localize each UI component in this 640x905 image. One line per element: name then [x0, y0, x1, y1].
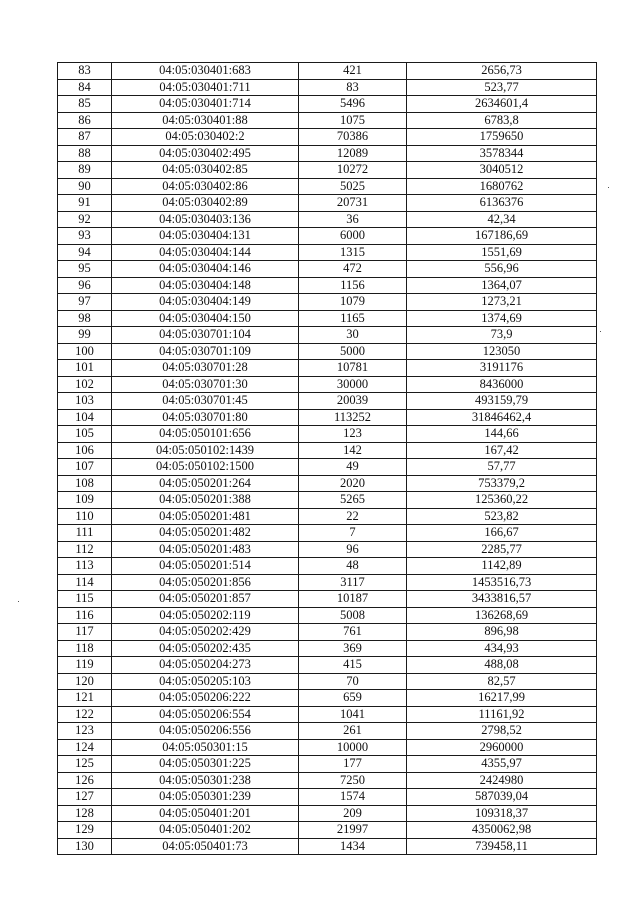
area-cell: 2020 [299, 475, 407, 492]
cadastral-value-cell: 167186,69 [407, 228, 597, 245]
cadastral-number-cell: 04:05:050206:554 [112, 706, 299, 723]
cadastral-number-cell: 04:05:050201:481 [112, 508, 299, 525]
cadastral-number-cell: 04:05:050201:857 [112, 591, 299, 608]
area-cell: 1156 [299, 277, 407, 294]
cadastral-number-cell: 04:05:030401:683 [112, 63, 299, 80]
cadastral-number-cell: 04:05:030404:148 [112, 277, 299, 294]
area-cell: 369 [299, 640, 407, 657]
cadastral-number-cell: 04:05:050202:119 [112, 607, 299, 624]
row-number-cell: 86 [58, 112, 112, 129]
row-number-cell: 100 [58, 343, 112, 360]
cadastral-number-cell: 04:05:050401:202 [112, 822, 299, 839]
cadastral-value-cell: 16217,99 [407, 690, 597, 707]
table-row [58, 657, 597, 674]
table-row [58, 673, 597, 690]
cadastral-value-cell: 1364,07 [407, 277, 597, 294]
row-number-cell: 129 [58, 822, 112, 839]
cadastral-number-cell: 04:05:050202:435 [112, 640, 299, 657]
cadastral-value-cell: 57,77 [407, 459, 597, 476]
table-row [58, 508, 597, 525]
cadastral-number-cell: 04:05:050201:482 [112, 525, 299, 542]
area-cell: 5265 [299, 492, 407, 509]
row-number-cell: 103 [58, 393, 112, 410]
area-cell: 209 [299, 805, 407, 822]
cadastral-value-cell: 493159,79 [407, 393, 597, 410]
cadastral-number-cell: 04:05:030403:136 [112, 211, 299, 228]
scan-speck [608, 187, 609, 188]
table-row [58, 409, 597, 426]
area-cell: 36 [299, 211, 407, 228]
area-cell: 30 [299, 327, 407, 344]
area-cell: 177 [299, 756, 407, 773]
cadastral-number-cell: 04:05:050201:483 [112, 541, 299, 558]
table-row [58, 178, 597, 195]
cadastral-value-table [57, 62, 597, 855]
cadastral-value-cell: 11161,92 [407, 706, 597, 723]
table-row [58, 475, 597, 492]
cadastral-value-cell: 896,98 [407, 624, 597, 641]
table-row [58, 244, 597, 261]
area-cell: 142 [299, 442, 407, 459]
area-cell: 30000 [299, 376, 407, 393]
cadastral-value-cell: 31846462,4 [407, 409, 597, 426]
cadastral-number-cell: 04:05:050206:222 [112, 690, 299, 707]
scan-speck [18, 601, 19, 602]
cadastral-value-cell: 523,77 [407, 79, 597, 96]
cadastral-number-cell: 04:05:050201:856 [112, 574, 299, 591]
row-number-cell: 114 [58, 574, 112, 591]
table-row [58, 690, 597, 707]
cadastral-value-cell: 3578344 [407, 145, 597, 162]
table-row [58, 343, 597, 360]
area-cell: 21997 [299, 822, 407, 839]
row-number-cell: 91 [58, 195, 112, 212]
cadastral-value-cell: 1142,89 [407, 558, 597, 575]
area-cell: 3117 [299, 574, 407, 591]
cadastral-value-cell: 739458,11 [407, 838, 597, 855]
table-row [58, 706, 597, 723]
cadastral-value-cell: 144,66 [407, 426, 597, 443]
cadastral-value-cell: 2798,52 [407, 723, 597, 740]
cadastral-number-cell: 04:05:030701:109 [112, 343, 299, 360]
row-number-cell: 122 [58, 706, 112, 723]
cadastral-number-cell: 04:05:030404:149 [112, 294, 299, 311]
cadastral-number-cell: 04:05:050301:225 [112, 756, 299, 773]
table-row [58, 640, 597, 657]
row-number-cell: 128 [58, 805, 112, 822]
cadastral-number-cell: 04:05:030404:131 [112, 228, 299, 245]
row-number-cell: 105 [58, 426, 112, 443]
area-cell: 10781 [299, 360, 407, 377]
table-row [58, 607, 597, 624]
cadastral-number-cell: 04:05:050101:656 [112, 426, 299, 443]
area-cell: 70 [299, 673, 407, 690]
cadastral-value-cell: 1759650 [407, 129, 597, 146]
cadastral-number-cell: 04:05:030402:85 [112, 162, 299, 179]
cadastral-value-cell: 3191176 [407, 360, 597, 377]
cadastral-value-cell: 125360,22 [407, 492, 597, 509]
row-number-cell: 112 [58, 541, 112, 558]
area-cell: 5025 [299, 178, 407, 195]
cadastral-number-cell: 04:05:050201:264 [112, 475, 299, 492]
cadastral-number-cell: 04:05:050202:429 [112, 624, 299, 641]
cadastral-number-cell: 04:05:030401:714 [112, 96, 299, 113]
row-number-cell: 119 [58, 657, 112, 674]
row-number-cell: 117 [58, 624, 112, 641]
table-row [58, 211, 597, 228]
cadastral-number-cell: 04:05:030404:146 [112, 261, 299, 278]
cadastral-number-cell: 04:05:050206:556 [112, 723, 299, 740]
area-cell: 22 [299, 508, 407, 525]
cadastral-value-cell: 136268,69 [407, 607, 597, 624]
table-row [58, 739, 597, 756]
cadastral-number-cell: 04:05:030401:88 [112, 112, 299, 129]
table-row [58, 822, 597, 839]
area-cell: 1315 [299, 244, 407, 261]
row-number-cell: 109 [58, 492, 112, 509]
cadastral-value-cell: 556,96 [407, 261, 597, 278]
area-cell: 20039 [299, 393, 407, 410]
cadastral-value-cell: 3040512 [407, 162, 597, 179]
area-cell: 10272 [299, 162, 407, 179]
area-cell: 6000 [299, 228, 407, 245]
row-number-cell: 115 [58, 591, 112, 608]
area-cell: 5000 [299, 343, 407, 360]
row-number-cell: 95 [58, 261, 112, 278]
cadastral-number-cell: 04:05:030701:104 [112, 327, 299, 344]
table-row [58, 261, 597, 278]
cadastral-value-cell: 523,82 [407, 508, 597, 525]
area-cell: 5496 [299, 96, 407, 113]
cadastral-number-cell: 04:05:030701:80 [112, 409, 299, 426]
cadastral-value-cell: 82,57 [407, 673, 597, 690]
cadastral-value-cell: 2656,73 [407, 63, 597, 80]
cadastral-value-cell: 6136376 [407, 195, 597, 212]
cadastral-number-cell: 04:05:050301:15 [112, 739, 299, 756]
table-row [58, 541, 597, 558]
table-row [58, 310, 597, 327]
cadastral-number-cell: 04:05:050401:201 [112, 805, 299, 822]
cadastral-number-cell: 04:05:050201:514 [112, 558, 299, 575]
area-cell: 1041 [299, 706, 407, 723]
row-number-cell: 97 [58, 294, 112, 311]
cadastral-value-cell: 587039,04 [407, 789, 597, 806]
table-row [58, 838, 597, 855]
area-cell: 113252 [299, 409, 407, 426]
cadastral-value-cell: 8436000 [407, 376, 597, 393]
area-cell: 5008 [299, 607, 407, 624]
cadastral-number-cell: 04:05:050205:103 [112, 673, 299, 690]
row-number-cell: 99 [58, 327, 112, 344]
cadastral-number-cell: 04:05:030404:144 [112, 244, 299, 261]
area-cell: 48 [299, 558, 407, 575]
table-row [58, 789, 597, 806]
row-number-cell: 125 [58, 756, 112, 773]
row-number-cell: 107 [58, 459, 112, 476]
cadastral-value-cell: 2424980 [407, 772, 597, 789]
cadastral-value-cell: 1273,21 [407, 294, 597, 311]
area-cell: 49 [299, 459, 407, 476]
table-row [58, 723, 597, 740]
row-number-cell: 102 [58, 376, 112, 393]
cadastral-number-cell: 04:05:030402:495 [112, 145, 299, 162]
row-number-cell: 84 [58, 79, 112, 96]
row-number-cell: 83 [58, 63, 112, 80]
cadastral-value-cell: 2285,77 [407, 541, 597, 558]
area-cell: 1165 [299, 310, 407, 327]
table-row [58, 277, 597, 294]
area-cell: 70386 [299, 129, 407, 146]
table-row [58, 525, 597, 542]
cadastral-number-cell: 04:05:050204:273 [112, 657, 299, 674]
area-cell: 12089 [299, 145, 407, 162]
cadastral-value-cell: 753379,2 [407, 475, 597, 492]
table-body [58, 63, 597, 855]
row-number-cell: 120 [58, 673, 112, 690]
table-row [58, 112, 597, 129]
table-row [58, 327, 597, 344]
area-cell: 261 [299, 723, 407, 740]
table-row [58, 805, 597, 822]
row-number-cell: 85 [58, 96, 112, 113]
table-row [58, 756, 597, 773]
area-cell: 1079 [299, 294, 407, 311]
table-row [58, 162, 597, 179]
area-cell: 1574 [299, 789, 407, 806]
cadastral-value-cell: 123050 [407, 343, 597, 360]
cadastral-number-cell: 04:05:030701:45 [112, 393, 299, 410]
cadastral-value-cell: 2634601,4 [407, 96, 597, 113]
cadastral-value-cell: 2960000 [407, 739, 597, 756]
row-number-cell: 123 [58, 723, 112, 740]
cadastral-number-cell: 04:05:030402:2 [112, 129, 299, 146]
area-cell: 761 [299, 624, 407, 641]
area-cell: 7 [299, 525, 407, 542]
cadastral-value-cell: 1680762 [407, 178, 597, 195]
table-row [58, 63, 597, 80]
scan-speck [600, 331, 601, 332]
table-row [58, 574, 597, 591]
cadastral-number-cell: 04:05:030701:28 [112, 360, 299, 377]
cadastral-value-cell: 1551,69 [407, 244, 597, 261]
table-row [58, 492, 597, 509]
row-number-cell: 124 [58, 739, 112, 756]
table-row [58, 294, 597, 311]
cadastral-number-cell: 04:05:030402:86 [112, 178, 299, 195]
cadastral-number-cell: 04:05:030401:711 [112, 79, 299, 96]
cadastral-number-cell: 04:05:050201:388 [112, 492, 299, 509]
table-row [58, 228, 597, 245]
row-number-cell: 89 [58, 162, 112, 179]
cadastral-value-cell: 42,34 [407, 211, 597, 228]
row-number-cell: 88 [58, 145, 112, 162]
area-cell: 1434 [299, 838, 407, 855]
area-cell: 10187 [299, 591, 407, 608]
row-number-cell: 130 [58, 838, 112, 855]
row-number-cell: 96 [58, 277, 112, 294]
area-cell: 96 [299, 541, 407, 558]
cadastral-value-cell: 6783,8 [407, 112, 597, 129]
area-cell: 7250 [299, 772, 407, 789]
row-number-cell: 113 [58, 558, 112, 575]
row-number-cell: 110 [58, 508, 112, 525]
row-number-cell: 116 [58, 607, 112, 624]
row-number-cell: 121 [58, 690, 112, 707]
area-cell: 472 [299, 261, 407, 278]
row-number-cell: 101 [58, 360, 112, 377]
row-number-cell: 93 [58, 228, 112, 245]
table-row [58, 393, 597, 410]
cadastral-number-cell: 04:05:030701:30 [112, 376, 299, 393]
table-row [58, 129, 597, 146]
cadastral-value-cell: 1453516,73 [407, 574, 597, 591]
cadastral-value-cell: 109318,37 [407, 805, 597, 822]
area-cell: 1075 [299, 112, 407, 129]
table-row [58, 376, 597, 393]
row-number-cell: 127 [58, 789, 112, 806]
table-row [58, 442, 597, 459]
table-row [58, 96, 597, 113]
cadastral-number-cell: 04:05:050102:1500 [112, 459, 299, 476]
area-cell: 83 [299, 79, 407, 96]
cadastral-value-cell: 434,93 [407, 640, 597, 657]
row-number-cell: 118 [58, 640, 112, 657]
area-cell: 123 [299, 426, 407, 443]
cadastral-value-cell: 488,08 [407, 657, 597, 674]
cadastral-number-cell: 04:05:050401:73 [112, 838, 299, 855]
cadastral-number-cell: 04:05:050301:238 [112, 772, 299, 789]
cadastral-number-cell: 04:05:050301:239 [112, 789, 299, 806]
cadastral-number-cell: 04:05:030404:150 [112, 310, 299, 327]
row-number-cell: 87 [58, 129, 112, 146]
cadastral-value-cell: 4355,97 [407, 756, 597, 773]
table-row [58, 459, 597, 476]
cadastral-value-cell: 167,42 [407, 442, 597, 459]
row-number-cell: 104 [58, 409, 112, 426]
table-row [58, 558, 597, 575]
row-number-cell: 108 [58, 475, 112, 492]
table-row [58, 591, 597, 608]
cadastral-number-cell: 04:05:030402:89 [112, 195, 299, 212]
area-cell: 10000 [299, 739, 407, 756]
cadastral-value-cell: 1374,69 [407, 310, 597, 327]
cadastral-value-cell: 73,9 [407, 327, 597, 344]
row-number-cell: 90 [58, 178, 112, 195]
row-number-cell: 98 [58, 310, 112, 327]
cadastral-number-cell: 04:05:050102:1439 [112, 442, 299, 459]
cadastral-value-cell: 3433816,57 [407, 591, 597, 608]
row-number-cell: 106 [58, 442, 112, 459]
cadastral-value-cell: 4350062,98 [407, 822, 597, 839]
row-number-cell: 92 [58, 211, 112, 228]
table-row [58, 624, 597, 641]
table-row [58, 426, 597, 443]
area-cell: 415 [299, 657, 407, 674]
row-number-cell: 126 [58, 772, 112, 789]
area-cell: 421 [299, 63, 407, 80]
table-row [58, 79, 597, 96]
row-number-cell: 94 [58, 244, 112, 261]
table-row [58, 360, 597, 377]
table-row [58, 772, 597, 789]
cadastral-value-cell: 166,67 [407, 525, 597, 542]
area-cell: 20731 [299, 195, 407, 212]
table-row [58, 145, 597, 162]
table-row [58, 195, 597, 212]
row-number-cell: 111 [58, 525, 112, 542]
area-cell: 659 [299, 690, 407, 707]
